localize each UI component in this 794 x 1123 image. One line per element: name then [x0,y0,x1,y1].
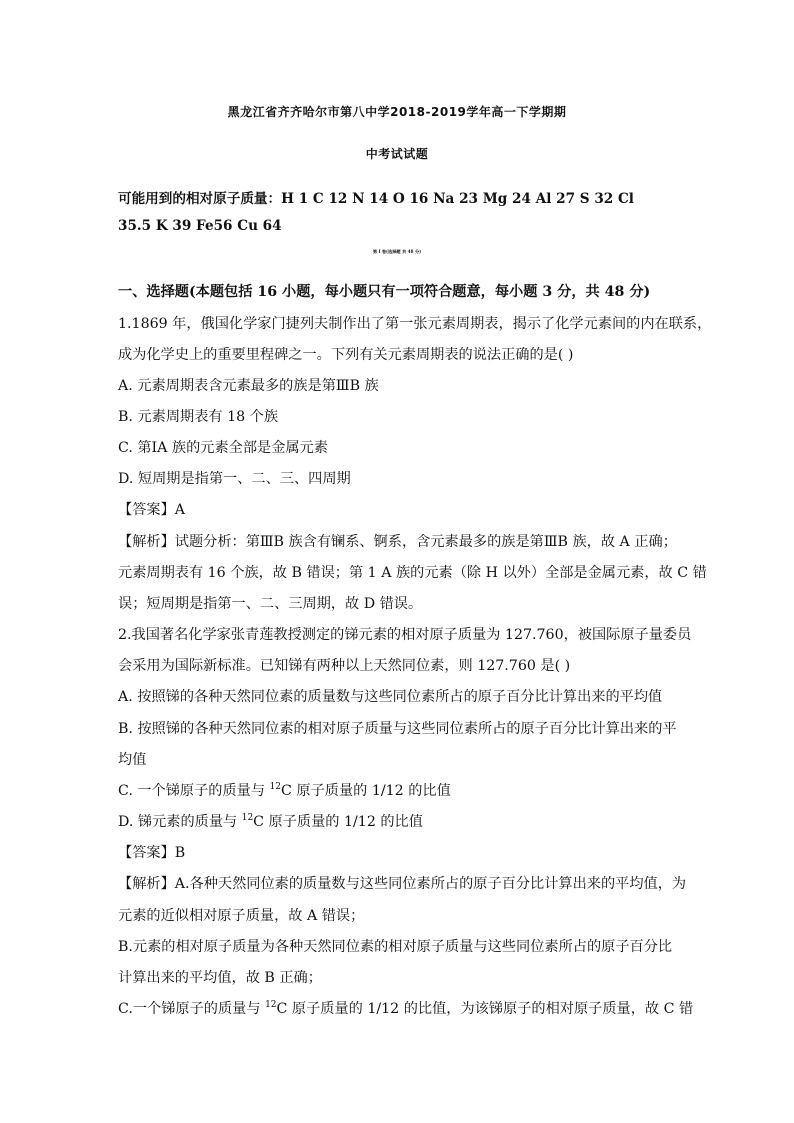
q2-option-c-isotope-mass: 12 [269,782,282,792]
q2-stem-line-2: 会采用为国际新标准。已知锑有两种以上天然同位素，则 127.760 是( ) [118,658,571,674]
q2-analysis-line-2: 元素的近似相对原子质量，故 A 错误； [118,908,365,924]
q1-stem-line-2: 成为化学史上的重要里程碑之一。下列有关元素周期表的说法正确的是( ) [118,347,574,363]
exam-title-line-1: 黑龙江省齐齐哈尔市第八中学2018-2019学年高一下学期期 [227,105,567,119]
q2-option-c [118,780,451,800]
q2-option-c-text: C. 一个锑原子的质量与 [118,783,270,799]
q1-analysis-line-1: 【解析】试题分析：第ⅢB 族含有镧系、锕系，含元素最多的族是第ⅢB 族，故 A 正确； [118,534,677,550]
q1-option-a: A. 元素周期表含元素最多的族是第ⅢB 族 [118,378,379,394]
q2-analysis-text-end: C 原子质量的 1/12 的比值，为该锑原子的相对原子质量，故 C 错 [276,1001,694,1017]
q2-analysis-line-5 [118,998,693,1018]
q2-analysis-line-4: 计算出来的平均值，故 B 正确； [118,970,322,986]
q1-analysis-line-2: 元素周期表有 16 个族，故 B 错误；第 1 A 族的元素（除 H 以外）全部是金属元素，故 C 错 [118,565,707,581]
q2-option-d-isotope-mass: 12 [241,813,254,823]
q1-analysis-line-3: 误；短周期是指第一、二、三周期，故 D 错误。 [118,596,423,612]
q1-answer: 【答案】A [118,502,185,518]
q2-option-b-line-2: 均值 [118,752,147,768]
exam-title-line-2: 中考试试题 [365,147,429,161]
atomic-mass-line-1: 可能用到的相对原子质量：H 1 C 12 N 14 O 16 Na 23 Mg 24 Al 27 S 32 Cl [118,191,634,207]
q2-analysis-line-3: B.元素的相对原子质量为各种天然同位素的相对原子质量与这些同位素所占的原子百分比 [118,939,673,955]
q2-analysis-text: C.一个锑原子的质量与 [118,1001,266,1017]
section-header: 第 I 卷(选择题 共 48 分) [372,249,422,254]
q2-analysis-line-1: 【解析】A.各种天然同位素的质量数与这些同位素所占的原子百分比计算出来的平均值，为 [118,876,687,892]
q2-stem-line-1: 2.我国著名化学家张青莲教授测定的锑元素的相对原子质量为 127.760，被国际原子量委员 [118,627,692,643]
q1-option-d: D. 短周期是指第一、二、三、四周期 [118,471,351,487]
q1-stem-line-1: 1.1869 年，俄国化学家门捷列夫制作出了第一张元素周期表，揭示了化学元素间的内在联系， [118,316,712,332]
atomic-mass-line-2: 35.5 K 39 Fe56 Cu 64 [118,218,282,234]
q1-option-c: C. 第ⅠA 族的元素全部是金属元素 [118,440,328,456]
q2-analysis-isotope-mass: 12 [265,1000,277,1010]
q2-option-d-text: D. 锑元素的质量与 [118,814,242,830]
q2-answer: 【答案】B [118,845,186,861]
q2-option-a: A. 按照锑的各种天然同位素的质量数与这些同位素所占的原子百分比计算出来的平均值 [118,689,663,705]
q2-option-b-line-1: B. 按照锑的各种天然同位素的相对原子质量与这些同位素所占的原子百分比计算出来的平 [118,721,677,737]
q1-option-b: B. 元素周期表有 18 个族 [118,409,279,425]
q2-option-d [118,811,423,831]
q2-option-d-text-end: C 原子质量的 1/12 的比值 [253,814,423,830]
part-header: 一、选择题(本题包括 16 小题，每小题只有一项符合题意，每小题 3 分，共 48 分) [118,284,651,300]
q2-option-c-text-end: C 原子质量的 1/12 的比值 [281,783,451,799]
